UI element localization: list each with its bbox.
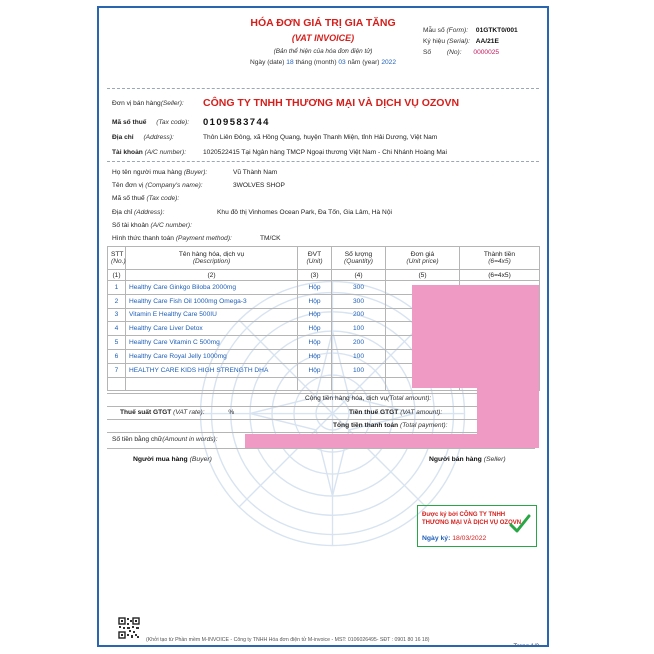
table-row: 2 Healthy Care Fish Oil 1000mg Omega-3 Hộp 300 — [108, 294, 540, 308]
divider — [107, 448, 535, 449]
buyer-company-label: Tên đơn vị (Company's name): — [112, 182, 203, 189]
table-row: 3 Vitamin E Healthy Care 500IU Hộp 200 — [108, 308, 540, 322]
payment-method-label: Hình thức thanh toán (Payment method): — [112, 235, 232, 242]
invoice-number: Số (No): 0000025 — [423, 49, 500, 56]
table-row: 4 Healthy Care Liver Detox Hộp 100 — [108, 322, 540, 336]
footer-text: (Khởi tạo từ Phần mềm M-INVOICE - Công ty TNHH Hóa đơn điện tử M-invoice - MST: 0106026495- SĐT : 0901 80 16 18) — [146, 637, 430, 643]
buyer-name-label: Họ tên người mua hàng (Buyer): — [112, 169, 208, 176]
qr-code-icon — [118, 617, 140, 639]
vat-rate-label: Thuế suất GTGT (VAT rate): % — [120, 409, 235, 416]
seller-address: Thôn Liên Đông, xã Hồng Quang, huyện Thanh Miện, tỉnh Hải Dương, Việt Nam — [203, 134, 438, 141]
buyer-name: Vũ Thành Nam — [233, 169, 278, 176]
signature-check-icon — [508, 512, 532, 536]
digital-signature-stamp — [417, 505, 537, 547]
header-no: STT (No.) — [108, 247, 126, 270]
vat-amount-label: Tiền thuế GTGT (VAT amount): — [349, 409, 443, 416]
table-header-row — [108, 247, 540, 270]
serial-number: Ký hiệu (Serial): AA/21E — [423, 38, 499, 45]
buyer-tax-label: Mã số thuế (Tax code): — [112, 195, 180, 202]
amount-in-words-label: Số tiền bằng chữ(Amount in words): — [112, 436, 218, 443]
seller-name: CÔNG TY TNHH THƯƠNG MẠI VÀ DỊCH VỤ OZOVN — [203, 97, 460, 109]
redaction-block — [477, 388, 539, 434]
redaction-block — [412, 285, 539, 388]
divider — [107, 419, 535, 420]
seller-signature-label: Người bán hàng (Seller) — [429, 456, 506, 463]
divider — [107, 88, 539, 89]
divider — [107, 406, 535, 407]
header-quantity: Số lượng (Quantity) — [332, 247, 386, 270]
seller-address-label: Địa chỉ (Address): — [112, 134, 174, 141]
table-row: 7 HEALTHY CARE KIDS HIGH STRENGTH DHA Hộp 100 — [108, 363, 540, 377]
header-description: Tên hàng hóa, dịch vụ (Description) — [126, 247, 298, 270]
table-row: 5 Healthy Care Vitamin C 500mg Hộp 200 — [108, 336, 540, 350]
form-number: Mẫu số (Form): 01GTKT0/001 — [423, 27, 518, 34]
table-index-row: (1) (2) (3) (4) (5) (6=4x5) — [108, 270, 540, 281]
seller-tax-code: 0109583744 — [203, 117, 270, 128]
buyer-signature-label: Người mua hàng (Buyer) — [133, 456, 212, 463]
table-row: 6 Healthy Care Royal Jelly 1000mg Hộp 100 — [108, 349, 540, 363]
header-unit: ĐVT (Unit) — [298, 247, 332, 270]
stamp-text: Được ký bởi CÔNG TY TNHH THƯƠNG MẠI VÀ DỊCH VỤ OZOVN — [422, 512, 522, 526]
invoice-subtitle: (VAT INVOICE) — [291, 33, 355, 43]
invoice-title: HÓA ĐƠN GIÁ TRỊ GIA TĂNG — [250, 17, 396, 29]
seller-account-label: Tài khoản (A/C number): — [112, 149, 187, 156]
seller-account: 1020522415 Tại Ngân hàng TMCP Ngoại thương Việt Nam - Chi Nhánh Hoàng Mai — [203, 149, 447, 156]
invoice-date: Ngày (date) 18 tháng (month) 03 năm (year) 2022 — [250, 59, 396, 66]
seller-tax-label: Mã số thuế (Tax code): — [112, 119, 190, 126]
buyer-address-label: Địa chỉ (Address): — [112, 209, 165, 216]
divider — [107, 432, 535, 433]
invoice-note: (Bản thể hiện của hóa đơn điện tử) — [273, 48, 373, 55]
total-payment-label: Tổng tiền thanh toán (Total payment): — [333, 422, 448, 429]
divider — [107, 393, 535, 394]
header-unit-price: Đơn giá (Unit price) — [386, 247, 460, 270]
redaction-block — [245, 434, 539, 448]
buyer-company: 3WOLVES SHOP — [233, 182, 285, 189]
invoice-page — [97, 6, 549, 647]
buyer-account-label: Số tài khoản (A/C number): — [112, 222, 192, 229]
header-amount: Thành tiền (6=4x5) — [460, 247, 540, 270]
total-amount-label: Cộng tiền hàng hóa, dịch vụ(Total amount): — [305, 395, 432, 402]
table-row: 1 Healthy Care Ginkgo Biloba 2000mg Hộp 300 — [108, 281, 540, 295]
buyer-address: Khu đô thị Vinhomes Ocean Park, Đa Tốn, Gia Lâm, Hà Nội — [217, 209, 392, 216]
seller-name-label: Đơn vị bán hàng(Seller): — [112, 100, 184, 107]
divider — [107, 161, 539, 162]
page-number: Trang 1/2 — [513, 644, 539, 647]
stamp-date: Ngày ký: 18/03/2022 — [422, 535, 487, 542]
payment-method: TM/CK — [260, 235, 281, 242]
